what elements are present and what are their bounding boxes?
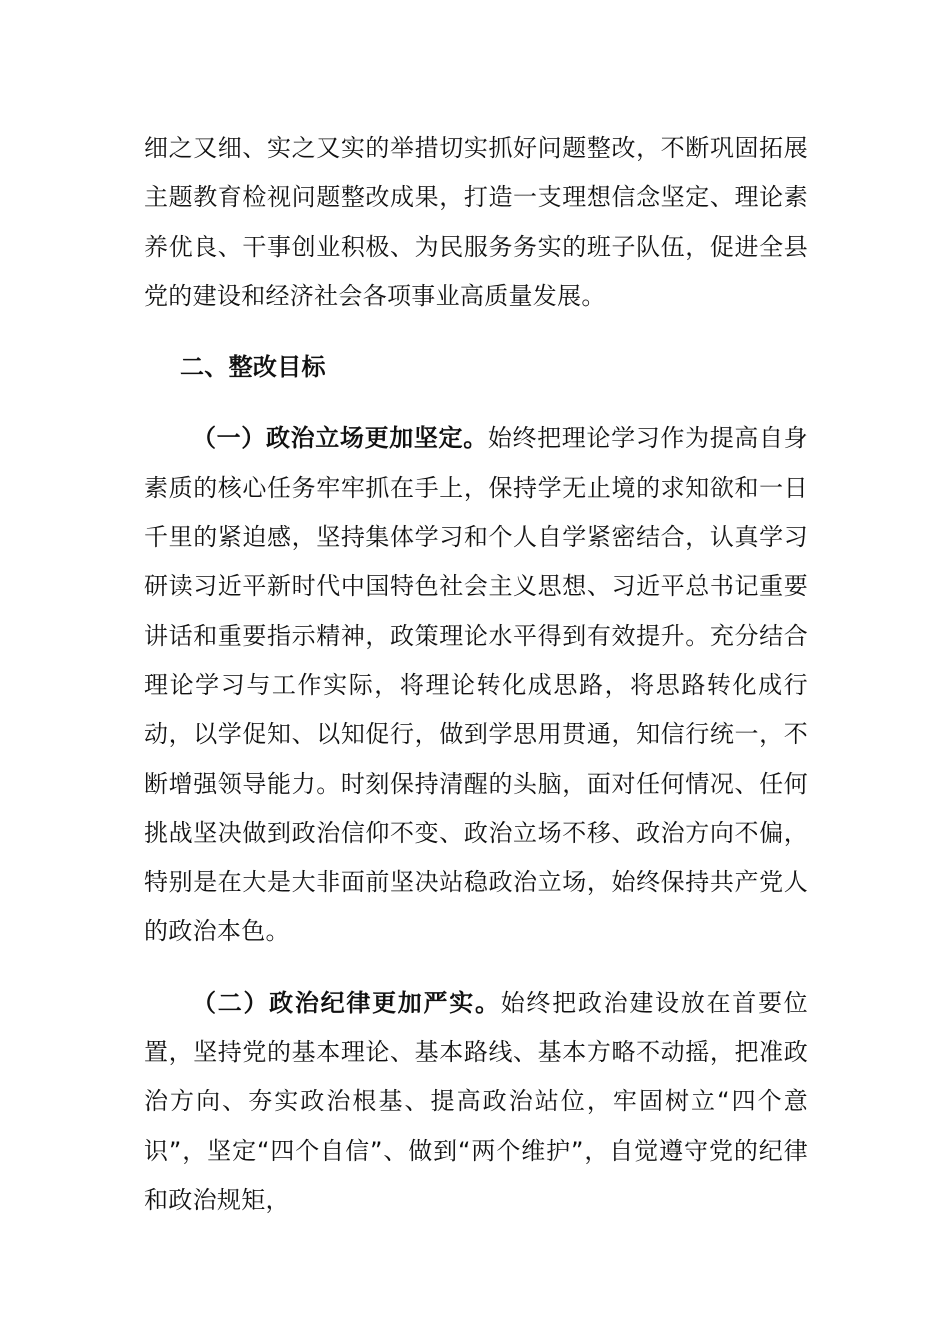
section-heading: 二、整改目标 [180, 353, 326, 382]
paragraph-item-1 [144, 414, 808, 956]
item-1-body: 始终把理论学习作为提高自身素质的核心任务牢牢抓在手上，保持学无止境的求知欲和一日千里的紧迫感，坚持集体学习和个人自学紧密结合，认真学习研读习近平新时代中国特色社会主义思想、习近平总书记重要讲话和重要指示精神，政策理论水平得到有效提升。充分结合理论学习与工作实际，将理论转化成思路，将思路转化成行动，以学促知、以知促行，做到学思用贯通，知信行统一，不断增强领导能力。时刻保持清醒的头脑，面对任何情况、任何挑战坚决做到政治信仰不变、政治立场不移、政治方向不偏，特别是在大是大非面前坚决站稳政治立场，始终保持共产党人的政治本色。 [144, 424, 808, 946]
item-1-lead: （一）政治立场更加坚定。 [192, 424, 488, 453]
item-2-lead: （二）政治纪律更加严实。 [192, 988, 501, 1017]
document-page [144, 124, 808, 1225]
item-2-body: 始终把政治建设放在首要位置，坚持党的基本理论、基本路线、基本方略不动摇，把准政治方向、夯实政治根基、提高政治站位，牢固树立“四个意识”，坚定“四个自信”、做到“两个维护”，自觉遵守党的纪律和政治规矩， [144, 988, 808, 1214]
paragraph-item-2 [144, 979, 808, 1225]
paragraph-intro-continued: 细之又细、实之又实的举措切实抓好问题整改，不断巩固拓展主题教育检视问题整改成果，打造一支理想信念坚定、理论素养优良、干事创业积极、为民服务务实的班子队伍，促进全县党的建设和经济社会各项事业高质量发展。 [144, 134, 808, 310]
